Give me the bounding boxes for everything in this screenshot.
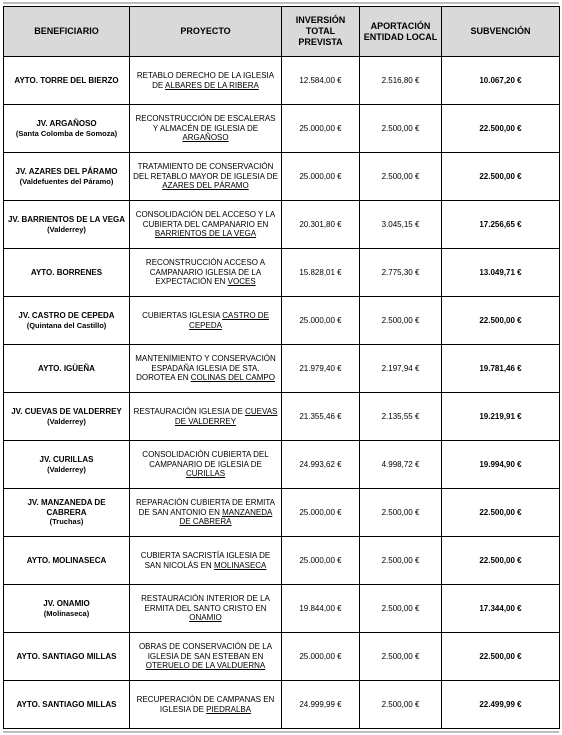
proyecto-location: VOCES	[227, 277, 256, 287]
cell-inversion: 25.000,00 €	[282, 537, 360, 585]
table-row	[4, 57, 560, 105]
table-row	[4, 441, 560, 489]
proyecto-description: REPARACIÓN CUBIERTA DE ERMITA DE SAN ANTONIO EN	[136, 498, 275, 517]
cell-proyecto	[130, 393, 282, 441]
cell-beneficiario	[4, 57, 130, 105]
cell-subvencion: 22.500,00 €	[442, 105, 560, 153]
cell-proyecto	[130, 201, 282, 249]
cell-inversion: 24.999,99 €	[282, 681, 360, 729]
cell-proyecto	[130, 297, 282, 345]
cell-aportacion: 2.500,00 €	[360, 633, 442, 681]
proyecto-description: CUBIERTA SACRISTÍA IGLESIA DE SAN NICOLÁS EN	[140, 551, 271, 570]
proyecto-location: ARGAÑOSO	[182, 133, 229, 143]
cell-proyecto	[130, 57, 282, 105]
cell-proyecto	[130, 537, 282, 585]
proyecto-description: OBRAS DE CONSERVACIÓN DE LA IGLESIA DE SAN ESTEBAN EN	[138, 642, 273, 661]
table-row	[4, 345, 560, 393]
cell-beneficiario	[4, 153, 130, 201]
proyecto-description: CUBIERTAS IGLESIA	[142, 311, 223, 320]
cell-proyecto	[130, 441, 282, 489]
cell-inversion: 21.355,46 €	[282, 393, 360, 441]
header-aportacion: APORTACIÓN ENTIDAD LOCAL	[360, 7, 442, 57]
beneficiario-name: JV. ARGAÑOSO	[36, 119, 97, 128]
cell-beneficiario	[4, 297, 130, 345]
beneficiario-locality: (Valderrey)	[47, 224, 86, 234]
cell-proyecto	[130, 345, 282, 393]
cell-aportacion: 2.500,00 €	[360, 297, 442, 345]
cell-beneficiario	[4, 249, 130, 297]
beneficiario-locality: (Quintana del Castillo)	[26, 320, 107, 330]
cell-beneficiario	[4, 393, 130, 441]
proyecto-location: MOLINASECA	[213, 560, 267, 570]
cell-aportacion: 2.775,30 €	[360, 249, 442, 297]
cell-inversion: 25.000,00 €	[282, 489, 360, 537]
cell-proyecto	[130, 105, 282, 153]
cell-beneficiario	[4, 201, 130, 249]
table-row	[4, 537, 560, 585]
cell-subvencion: 19.994,90 €	[442, 441, 560, 489]
proyecto-description: RETABLO DERECHO DE LA IGLESIA DE	[136, 71, 275, 90]
proyecto-location: CASTRO DE CEPEDA	[189, 311, 269, 330]
cell-subvencion: 19.219,91 €	[442, 393, 560, 441]
cell-beneficiario	[4, 585, 130, 633]
beneficiario-name: AYTO. SANTIAGO MILLAS	[16, 699, 117, 709]
beneficiario-locality: (Truchas)	[49, 517, 84, 527]
cell-proyecto	[130, 249, 282, 297]
cell-aportacion: 3.045,15 €	[360, 201, 442, 249]
proyecto-description: CONSOLIDACIÓN CUBIERTA DEL CAMPANARIO DE IGLESIA DE	[142, 450, 269, 469]
beneficiario-name: AYTO. IGÜEÑA	[38, 363, 95, 373]
proyecto-description: RECUPERACIÓN DE CAMPANAS EN IGLESIA DE	[136, 695, 275, 714]
cell-inversion: 21.979,40 €	[282, 345, 360, 393]
beneficiario-name: JV. CURILLAS	[39, 455, 94, 464]
cell-beneficiario	[4, 489, 130, 537]
cell-beneficiario	[4, 105, 130, 153]
proyecto-location: BARRIENTOS DE LA VEGA	[154, 229, 257, 239]
cell-proyecto	[130, 633, 282, 681]
beneficiario-name: JV. MANZANEDA DE CABRERA	[27, 498, 106, 517]
cell-aportacion: 2.516,80 €	[360, 57, 442, 105]
cell-subvencion: 22.500,00 €	[442, 153, 560, 201]
proyecto-location: ONAMIO	[189, 613, 222, 623]
table-row	[4, 393, 560, 441]
beneficiario-name: JV. CUEVAS DE VALDERREY	[11, 407, 122, 416]
proyecto-location: COLINAS DEL CAMPO	[190, 373, 275, 383]
beneficiario-name: JV. ONAMIO	[43, 599, 90, 608]
proyecto-description: TRATAMIENTO DE CONSERVACIÓN DEL RETABLO MAYOR DE IGLESIA DE	[133, 162, 278, 181]
beneficiario-name: AYTO. MOLINASECA	[26, 555, 107, 565]
cell-inversion: 25.000,00 €	[282, 153, 360, 201]
header-inversion: INVERSIÓN TOTAL PREVISTA	[282, 7, 360, 57]
cell-subvencion: 17.256,65 €	[442, 201, 560, 249]
table-body	[4, 57, 560, 729]
header-proyecto: PROYECTO	[130, 7, 282, 57]
cell-aportacion: 2.500,00 €	[360, 537, 442, 585]
table-row	[4, 297, 560, 345]
cell-proyecto	[130, 489, 282, 537]
proyecto-description: RECONSTRUCCIÓN DE ESCALERAS Y ALMACÉN DE IGLESIA DE	[135, 114, 276, 133]
cell-subvencion: 22.500,00 €	[442, 489, 560, 537]
cell-proyecto	[130, 585, 282, 633]
cell-subvencion: 22.500,00 €	[442, 633, 560, 681]
proyecto-description: MANTENIMIENTO Y CONSERVACIÓN ESPADAÑA IGLESIA DE STA. DOROTEA EN	[135, 354, 276, 383]
beneficiario-name: JV. BARRIENTOS DE LA VEGA	[7, 215, 126, 224]
proyecto-location: OTERUELO DE LA VALDUERNA	[145, 661, 266, 671]
cell-aportacion: 2.500,00 €	[360, 489, 442, 537]
cell-aportacion: 2.500,00 €	[360, 105, 442, 153]
table-row	[4, 201, 560, 249]
cell-subvencion: 22.500,00 €	[442, 537, 560, 585]
cell-beneficiario	[4, 681, 130, 729]
proyecto-location: ALBARES DE LA RIBERA	[165, 80, 259, 90]
beneficiario-locality: (Valderrey)	[47, 464, 86, 474]
cell-inversion: 12.584,00 €	[282, 57, 360, 105]
proyecto-location: AZARES DEL PÁRAMO	[162, 181, 249, 191]
proyecto-description: CONSOLIDACIÓN DEL ACCESO Y LA CUBIERTA DEL CAMPANARIO EN	[135, 210, 276, 229]
cell-beneficiario	[4, 441, 130, 489]
cell-beneficiario	[4, 633, 130, 681]
cell-aportacion: 2.500,00 €	[360, 153, 442, 201]
cell-inversion: 25.000,00 €	[282, 105, 360, 153]
header-subvencion: SUBVENCIÓN	[442, 7, 560, 57]
header-beneficiario: BENEFICIARIO	[4, 7, 130, 57]
table-row	[4, 585, 560, 633]
beneficiario-locality: (Valdefuentes del Páramo)	[19, 176, 114, 186]
cell-beneficiario	[4, 345, 130, 393]
table-row	[4, 681, 560, 729]
cell-inversion: 24.993,62 €	[282, 441, 360, 489]
beneficiario-name: AYTO. BORRENES	[30, 267, 103, 277]
table-row	[4, 633, 560, 681]
cell-beneficiario	[4, 537, 130, 585]
cell-proyecto	[130, 153, 282, 201]
cell-subvencion: 17.344,00 €	[442, 585, 560, 633]
cell-subvencion: 13.049,71 €	[442, 249, 560, 297]
cell-subvencion: 22.499,99 €	[442, 681, 560, 729]
bottom-rule	[3, 731, 559, 733]
cell-aportacion: 2.197,94 €	[360, 345, 442, 393]
proyecto-location: CURILLAS	[185, 469, 226, 479]
table-header-row	[4, 7, 560, 57]
beneficiario-name: JV. AZARES DEL PÁRAMO	[15, 167, 118, 176]
beneficiario-locality: (Santa Colomba de Somoza)	[15, 128, 118, 138]
beneficiario-locality: (Valderrey)	[47, 416, 86, 426]
top-rule	[3, 2, 559, 4]
subsidies-table	[3, 6, 560, 729]
beneficiario-name: AYTO. TORRE DEL BIERZO	[14, 75, 119, 85]
cell-inversion: 25.000,00 €	[282, 633, 360, 681]
proyecto-location: CUEVAS DE VALDERREY	[174, 407, 278, 426]
table-row	[4, 105, 560, 153]
cell-aportacion: 4.998,72 €	[360, 441, 442, 489]
table-row	[4, 249, 560, 297]
table-row	[4, 489, 560, 537]
proyecto-description: RECONSTRUCCIÓN ACCESO A CAMPANARIO IGLESIA DE LA EXPECTACIÓN EN	[145, 258, 266, 287]
cell-aportacion: 2.500,00 €	[360, 681, 442, 729]
cell-aportacion: 2.500,00 €	[360, 585, 442, 633]
cell-inversion: 20.301,80 €	[282, 201, 360, 249]
proyecto-location: MANZANEDA DE CABRERA	[179, 507, 273, 527]
proyecto-location: PIEDRALBA	[206, 704, 252, 714]
proyecto-description: RESTAURACIÓN INTERIOR DE LA ERMITA DEL SANTO CRISTO EN	[141, 594, 270, 613]
cell-subvencion: 19.781,46 €	[442, 345, 560, 393]
cell-inversion: 19.844,00 €	[282, 585, 360, 633]
beneficiario-name: AYTO. SANTIAGO MILLAS	[16, 651, 117, 661]
beneficiario-locality: (Molinaseca)	[43, 608, 90, 618]
cell-subvencion: 10.067,20 €	[442, 57, 560, 105]
cell-inversion: 15.828,01 €	[282, 249, 360, 297]
table-row	[4, 153, 560, 201]
cell-aportacion: 2.135,55 €	[360, 393, 442, 441]
cell-inversion: 25.000,00 €	[282, 297, 360, 345]
proyecto-description: RESTAURACIÓN IGLESIA DE	[133, 407, 246, 416]
cell-subvencion: 22.500,00 €	[442, 297, 560, 345]
cell-proyecto	[130, 681, 282, 729]
beneficiario-name: JV. CASTRO DE CEPEDA	[18, 311, 115, 320]
